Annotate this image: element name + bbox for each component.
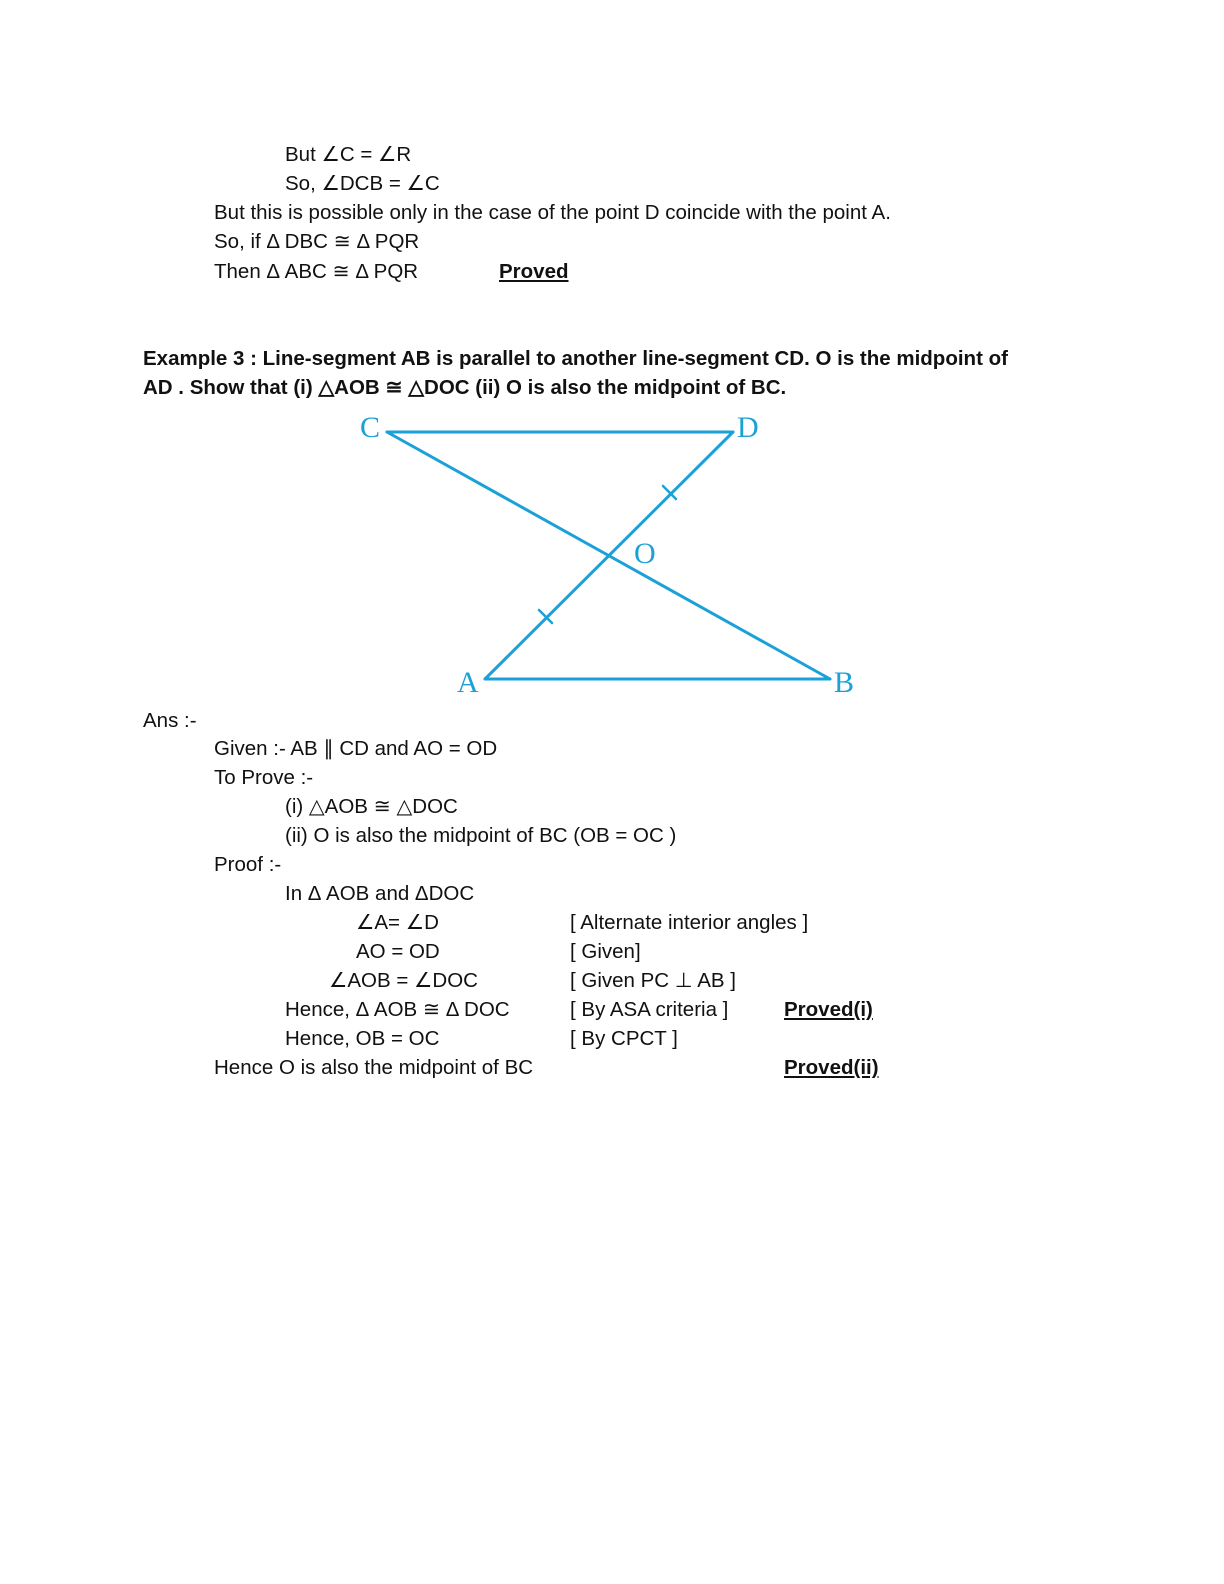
proof-statement-3: ∠AOB = ∠DOC bbox=[329, 969, 478, 992]
given-statement: Given :- AB ∥ CD and AO = OD bbox=[214, 737, 498, 760]
label-o: O bbox=[634, 537, 656, 570]
continuation-line-5: Then Δ ABC ≅ Δ PQR bbox=[214, 260, 419, 283]
tick-mark-ao bbox=[539, 610, 552, 623]
to-prove-label: To Prove :- bbox=[214, 766, 314, 789]
label-b: B bbox=[834, 666, 855, 699]
proof-reason-5: [ By CPCT ] bbox=[570, 1027, 678, 1050]
label-c: C bbox=[360, 411, 381, 444]
proof-statement-4: Hence, Δ AOB ≅ Δ DOC bbox=[285, 998, 510, 1021]
proof-reason-3: [ Given PC ⊥ AB ] bbox=[570, 969, 736, 992]
proved-mark: Proved bbox=[499, 260, 569, 283]
segment-da bbox=[485, 432, 733, 679]
continuation-line-3: But this is possible only in the case of the point D coincide with the point A. bbox=[214, 201, 891, 224]
example-title-line-1: Example 3 : Line-segment AB is parallel to another line-segment CD. O is the midpoint of bbox=[143, 347, 1008, 370]
proof-reason-1: [ Alternate interior angles ] bbox=[570, 911, 809, 934]
example-title-line-2: AD . Show that (i) △AOB ≅ △DOC (ii) O is also the midpoint of BC. bbox=[143, 376, 787, 399]
to-prove-item-2: (ii) O is also the midpoint of BC (OB = OC ) bbox=[285, 824, 677, 847]
ans-label: Ans :- bbox=[143, 709, 197, 732]
to-prove-item-1: (i) △AOB ≅ △DOC bbox=[285, 795, 458, 818]
label-a: A bbox=[457, 666, 479, 699]
proof-statement-1: ∠A= ∠D bbox=[356, 911, 439, 934]
proof-statement-5: Hence, OB = OC bbox=[285, 1027, 440, 1050]
proof-reason-2: [ Given] bbox=[570, 940, 641, 963]
continuation-line-4: So, if Δ DBC ≅ Δ PQR bbox=[214, 230, 420, 253]
proof-intro: In Δ AOB and ΔDOC bbox=[285, 882, 475, 905]
proved-i-mark: Proved(i) bbox=[784, 998, 873, 1021]
proof-statement-2: AO = OD bbox=[356, 940, 440, 963]
conclusion: Hence O is also the midpoint of BC bbox=[214, 1056, 534, 1079]
proof-label: Proof :- bbox=[214, 853, 282, 876]
label-d: D bbox=[737, 411, 759, 444]
continuation-line-2: So, ∠DCB = ∠C bbox=[285, 172, 440, 195]
continuation-line-1: But ∠C = ∠R bbox=[285, 143, 412, 166]
proved-ii-mark: Proved(ii) bbox=[784, 1056, 879, 1079]
geometry-diagram bbox=[340, 405, 880, 705]
proof-reason-4: [ By ASA criteria ] bbox=[570, 998, 729, 1021]
